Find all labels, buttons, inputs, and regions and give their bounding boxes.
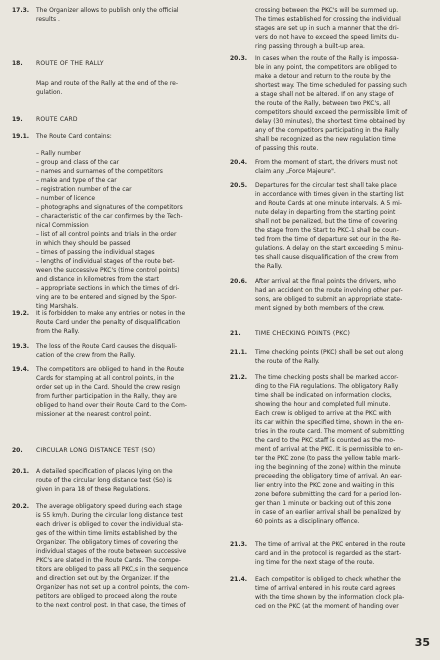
section-number: 21.: [230, 330, 241, 337]
section-heading: CIRCULAR LONG DISTANCE TEST (SO): [36, 447, 156, 454]
section-text: It is forbidden to make any entries or notes in the Route Card under the penalty of disqualification from the Rally.: [36, 310, 186, 335]
section-text: The time of arrival at the PKC entered in the route card and in the protocol is regarded as the start- ing time for the next stage of the route.: [255, 541, 406, 566]
section-text: The Route Card contains:: [36, 133, 112, 140]
section-number: 20.5.: [230, 182, 248, 189]
section-number: 20.: [12, 447, 23, 454]
page-number: 35: [414, 636, 430, 649]
section-text: Time checking points (PKC) shall be set out along the route of the Rally.: [255, 349, 404, 365]
section-text: The average obligatory speed during each stage is 55 km/h. During the circular long distance test each driver is obliged to cover the individual sta- ges of the within time limits established by the Organizer. The obligatory times of covering the individual stages of the route between successive PKC's are slated in the Route Cards. The compe- titors are obliged to pass all PKC,s in the sequence and direction set out by the Organizer. If the Organizer has not set up a control points, the com- petitors are obliged to proceed along the route to the next control post. In that case, the times of: [36, 503, 190, 609]
section-number: 19.4.: [12, 366, 30, 373]
section-heading: ROUTE OF THE RALLY: [36, 60, 104, 67]
para-20-1: [12, 467, 173, 494]
route-card-contents-list: [12, 149, 183, 311]
section-text: The Organizer allows to publish only the official results .: [36, 7, 179, 23]
para-20-3: [230, 54, 407, 153]
para-21-2: [230, 373, 404, 526]
section-number: 21.4.: [230, 576, 248, 583]
section-number: 21.1.: [230, 349, 248, 356]
para-19-4: [12, 365, 187, 419]
heading-time-checking-points: [230, 329, 350, 338]
section-text: Departures for the circular test shall take place in accordance with times given in the starting list and Route Cards at one minute intervals. A 5 mi- nute delay in departing from the starting point shall not be penalized, but the time of covering the stage from the Start to PKC-1 shall be coun- ted from the time of departure set our in the Re- gulations. A delay on the start exceeding 5 minu- tes shall cause disqualification of the crew from the Rally.: [255, 182, 404, 270]
heading-circular-test: [12, 446, 155, 455]
section-text: The loss of the Route Card causes the disquali- cation of the crew from the Rally.: [36, 343, 178, 359]
section-heading: ROUTE CARD: [36, 116, 78, 123]
para-20-2-continued: [230, 6, 401, 51]
section-number: 17.3.: [12, 7, 30, 14]
section-number: 19.1.: [12, 133, 30, 140]
section-heading: TIME CHECKING POINTS (PKC): [255, 330, 351, 337]
section-number: 20.2.: [12, 503, 30, 510]
para-19-1: [12, 132, 112, 141]
section-text: The competitors are obliged to hand in the Route Cards for stamping at all control points, in the order set up in the Card. Should the crew resign from further participation in the Rally, they are obliged to hand over their Route Card to the Com- missioner at the nearest control point.: [36, 366, 187, 418]
section-number: 19.2.: [12, 310, 30, 317]
para-21-1: [230, 348, 403, 366]
para-17-3: [12, 6, 179, 24]
section-text: After arrival at the final points the drivers, who had an accident on the route involving other per- sons, are obliged to submit an appropriate state- ment signed by both members of the crew.: [255, 278, 403, 312]
para-21-3: [230, 540, 405, 567]
section-number: 20.1.: [12, 468, 30, 475]
section-number: 20.4.: [230, 159, 248, 166]
section-text: In cases when the route of the Rally is impossa- ble in any point, the competitors are obliged to make a detour and return to the route by the shortest way. The time scheduled for passing such a stage shall not be altered. If on any stage of the route of the Rally, between two PKC's, all competitors should exceed the permissible limit of delay (30 minutes), the shortest time obtained by any of the competitors participating in the Rally shall be recognized as the new regulation time of passing this route.: [255, 55, 408, 152]
section-text: The time checking posts shall be marked accor- ding to the FIA regulations. The obligatory Rally time shall be indicated on information clocks, showing the hour and completed full minute. Each crew is obliged to arrive at the PKC with its car within the specified time, shown in the en- tries in the route card. The moment of submitting the card to the PKC staff is counted as the mo- ment of arrival at the PKC. It is permissible to en- ter the PKC zone (to pass the yellow table mark- ing the beginning of the zone) within the minute preceeding the obligatory time of arrival. An ear- lier entry into the PKC zone and waiting in this zone before submitting the card for a period lon- ger than 1 minute or backing out of this zone in case of an earlier arrival shall be penalized by 60 points as a disciplinary offence.: [255, 374, 405, 525]
section-text: From the moment of start, the drivers must not claim any „Force Majeure".: [255, 159, 398, 175]
section-text: Each competitor is obliged to check whether the time of arrival entered in his route card agrees with the time shown by the information clock pla- ced on the PKC (at the moment of handing over: [255, 576, 405, 610]
section-number: 21.2.: [230, 374, 248, 381]
para-19-2: [12, 309, 185, 336]
section-text: A detailed specification of places lying on the route of the circular long distance test (So) is given in para 18 of these Regulations.: [36, 468, 173, 493]
section-number: 20.3.: [230, 55, 248, 62]
para-18-text: [12, 79, 178, 97]
para-21-4: [230, 575, 404, 611]
section-number: [12, 149, 36, 311]
para-20-2: [12, 502, 189, 610]
section-text: Map and route of the Rally at the end of the re- gulation.: [36, 80, 179, 96]
para-20-4: [230, 158, 397, 176]
section-number: 19.: [12, 116, 23, 123]
section-number: 21.3.: [230, 541, 248, 548]
heading-route-of-rally: [12, 59, 104, 68]
section-number: 19.3.: [12, 343, 30, 350]
section-text: crossing between the PKC's will be summed up. The times established for crossing the individual stages are set up in such a manner that the dri- vers do not have to exceed the speed limits du- ring passing through a built-up area.: [255, 7, 401, 50]
section-number: 20.6.: [230, 278, 248, 285]
para-20-6: [230, 277, 403, 313]
para-19-3: [12, 342, 177, 360]
list-text: – Rally number – group and class of the car – names and surnames of the competitors – make and type of the car – registration number of the car – number of licence – photographs and signatures of the competitors – characteristic of the car confirmes by the Tech- nical Commission – list of all control points and trials in the order in which they should be passed – times of passing the individual stages – lengths of individual stages of the route bet- ween the successive PKC's (time control points) and distance in kilometres from the start – appropriate sections in which the times of dri- ving are to be entered and signed by the Spor- ting Marshals.: [36, 150, 183, 310]
section-number: [12, 79, 36, 97]
heading-route-card: [12, 115, 78, 124]
section-number: 18.: [12, 60, 23, 67]
section-number: [230, 6, 255, 51]
para-20-5: [230, 181, 404, 271]
